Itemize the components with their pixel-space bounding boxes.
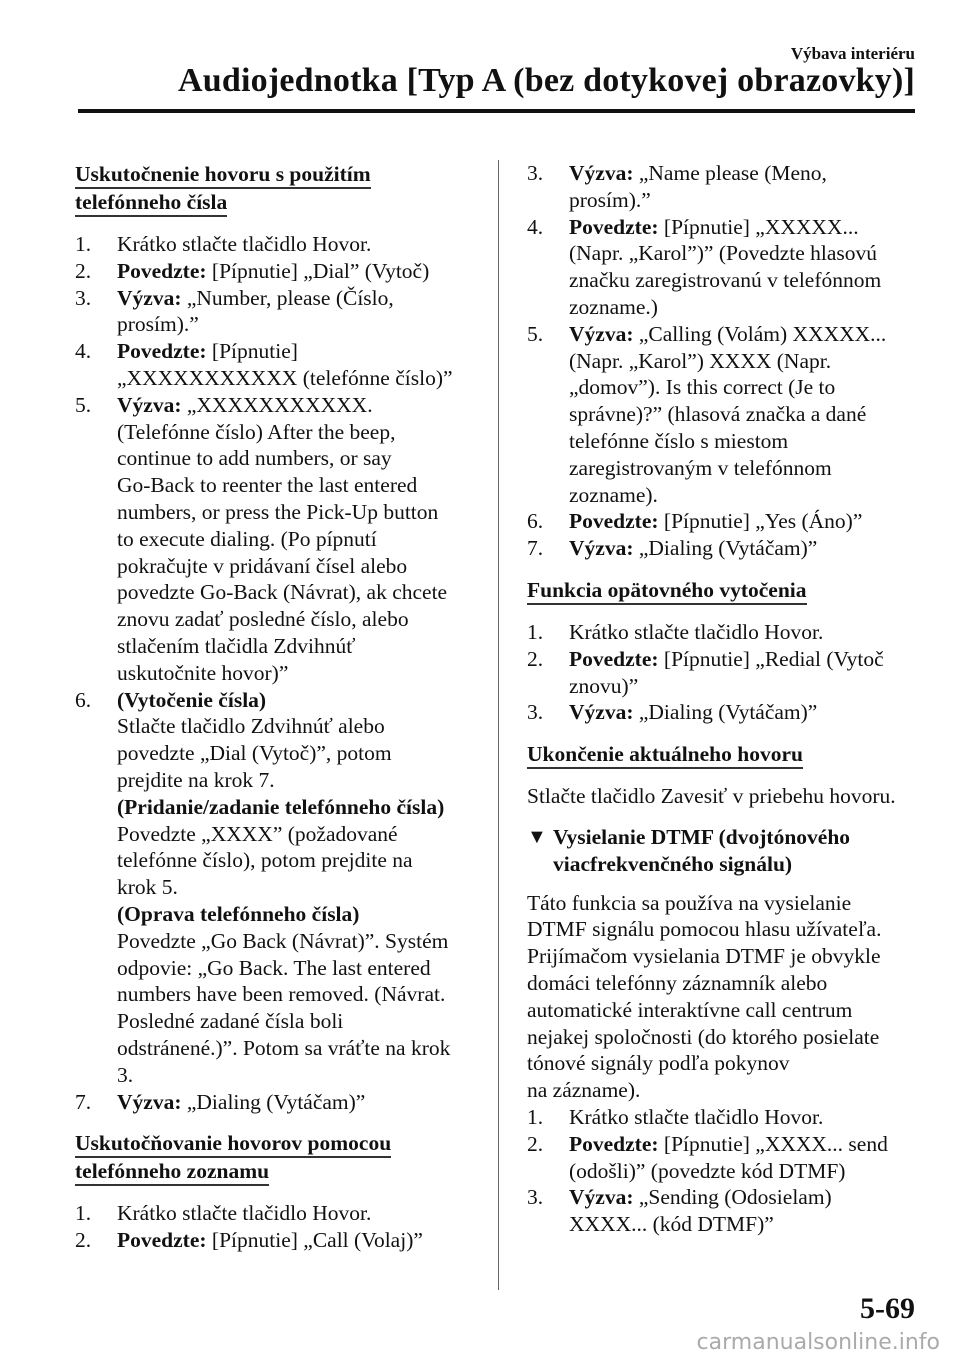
step-line: znovu)” xyxy=(569,673,639,698)
step-text xyxy=(569,160,922,214)
header-section: Výbava interiéru xyxy=(790,44,915,63)
step-text xyxy=(117,1200,475,1227)
list-item xyxy=(527,1131,922,1185)
step-line: Povedzte: [Pípnutie] „Call (Volaj)” xyxy=(117,1228,423,1253)
section-heading xyxy=(527,740,922,768)
triangle-icon: ▼ xyxy=(527,825,547,848)
step-line: „domov”). Is this correct (Je to xyxy=(569,375,836,400)
step-line: Výzva: „Dialing (Vytáčam)” xyxy=(117,1089,366,1114)
step-line: Výzva: „Calling (Volám) XXXXX... xyxy=(569,321,887,346)
step-subheading: (Oprava telefónneho čísla) xyxy=(117,901,360,926)
step-line: 3. xyxy=(117,1062,134,1087)
step-line: (Telefónne číslo) After the beep, xyxy=(117,419,396,444)
step-line: Go-Back to reenter the last entered xyxy=(117,473,418,498)
step-text xyxy=(569,699,922,726)
step-text xyxy=(569,214,922,321)
spacer xyxy=(527,562,922,576)
step-line: stlačením tlačidla Zdvihnúť xyxy=(117,633,356,658)
step-label: Povedzte: xyxy=(117,339,207,364)
step-number: 2. xyxy=(527,1131,544,1156)
step-line: zozname). xyxy=(569,482,658,507)
header-rule xyxy=(78,109,915,113)
heading-line: Vysielanie DTMF (dvojtónového xyxy=(553,824,851,849)
step-line: Povedzte: [Pípnutie] „Yes (Áno)” xyxy=(569,509,863,534)
step-line: zaregistrovaným v telefónnom xyxy=(569,455,832,480)
step-line: Výzva: „Sending (Odosielam) xyxy=(569,1185,832,1210)
step-line: prosím).” xyxy=(569,187,651,212)
step-line: Krátko stlačte tlačidlo Hovor. xyxy=(117,1201,372,1226)
spacer xyxy=(75,1115,475,1129)
list-item xyxy=(75,1227,475,1254)
step-text xyxy=(569,1131,922,1185)
section-heading-text: Uskutočňovanie hovorov pomocou telefónneho zoznamu xyxy=(75,1131,391,1186)
step-line: (Napr. „Karol”)” (Povedzte hlasovú xyxy=(569,241,878,266)
list-item xyxy=(527,699,922,726)
step-number: 3. xyxy=(527,1185,544,1210)
paragraph-line: domáci telefónny záznamník alebo xyxy=(527,970,828,995)
step-subheading: (Vytočenie čísla) xyxy=(117,687,267,712)
step-number: 4. xyxy=(527,214,544,239)
step-line: Povedzte „XXXX” (požadované xyxy=(117,821,398,846)
step-line: Výzva: „Dialing (Vytáčam)” xyxy=(569,700,818,725)
step-number: 1. xyxy=(75,232,92,256)
list-item xyxy=(527,1104,922,1131)
paragraph-line: Prijímačom vysielania DTMF je obvykle xyxy=(527,944,881,969)
step-line: Krátko stlačte tlačidlo Hovor. xyxy=(569,1104,824,1129)
section-heading xyxy=(75,160,475,216)
step-number: 4. xyxy=(75,339,92,364)
step-line: Stlačte tlačidlo Zdvihnúť alebo xyxy=(117,714,385,739)
list-item xyxy=(527,214,922,321)
step-line: značku zaregistrovanú v telefónnom xyxy=(569,268,882,293)
step-label: Povedzte: xyxy=(569,509,659,534)
paragraph-line: DTMF signálu pomocou hlasu užívateľa. xyxy=(527,917,882,942)
step-label: Výzva: xyxy=(569,700,634,725)
step-number: 3. xyxy=(527,700,544,725)
step-label: Výzva: xyxy=(569,1185,634,1210)
step-label: Výzva: xyxy=(117,392,182,417)
page-title: Audiojednotka [Typ A (bez dotykovej obrazovky)] xyxy=(178,62,915,99)
list-item xyxy=(75,258,475,285)
list-item xyxy=(527,160,922,214)
step-line: znovu zadať posledné číslo, alebo xyxy=(117,607,409,632)
list-item xyxy=(75,285,475,339)
step-line: Výzva: „XXXXXXXXXXX. xyxy=(117,392,373,417)
step-line: telefónne číslo s miestom xyxy=(569,428,789,453)
section-heading-text: Uskutočnenie hovoru s použitím telefónneho čísla xyxy=(75,162,371,217)
step-line: Výzva: „Dialing (Vytáčam)” xyxy=(569,536,818,561)
step-line: odpovie: „Go Back. The last entered xyxy=(117,955,431,980)
section-heading-text: Ukončenie aktuálneho hovoru xyxy=(527,742,803,769)
step-number: 5. xyxy=(527,321,544,346)
step-number: 2. xyxy=(75,258,92,283)
list-item xyxy=(75,338,475,392)
step-line: (Napr. „Karol”) XXXX (Napr. xyxy=(569,348,832,373)
step-line: krok 5. xyxy=(117,875,178,900)
step-line: povedzte „Dial (Vytoč)”, potom xyxy=(117,741,392,766)
step-line: prejdite na krok 7. xyxy=(117,767,275,792)
step-label: Výzva: xyxy=(117,285,182,310)
step-number: 7. xyxy=(527,536,544,561)
step-line: povedzte Go-Back (Návrat), ak chcete xyxy=(117,580,448,605)
step-text xyxy=(569,619,922,646)
list-item xyxy=(75,231,475,258)
step-line: správne)?” (hlasová značka a dané xyxy=(569,402,867,427)
step-line: „XXXXXXXXXXX (telefónne číslo)” xyxy=(117,365,453,390)
paragraph-line: na zázname). xyxy=(527,1078,641,1103)
step-number: 3. xyxy=(75,285,92,310)
right-column xyxy=(527,160,922,1238)
list-item xyxy=(527,619,922,646)
step-label: Povedzte: xyxy=(117,258,207,283)
step-text xyxy=(569,321,922,509)
step-line: Krátko stlačte tlačidlo Hovor. xyxy=(569,619,824,644)
step-text xyxy=(569,508,922,535)
list-item xyxy=(75,392,475,687)
step-text xyxy=(117,1227,475,1254)
step-number: 6. xyxy=(527,509,544,534)
step-text xyxy=(117,687,475,1089)
step-line: prosím).” xyxy=(117,312,199,337)
step-text xyxy=(117,258,475,285)
step-line: Výzva: „Name please (Meno, xyxy=(569,161,827,185)
step-number: 5. xyxy=(75,392,92,417)
step-number: 1. xyxy=(527,1104,544,1129)
step-line: to execute dialing. (Po pípnutí xyxy=(117,526,377,551)
step-line: numbers, or press the Pick-Up button xyxy=(117,499,439,524)
paragraph-line: nejakej spoločnosti (do ktorého posielate xyxy=(527,1024,880,1049)
step-line: pokračujte v pridávaní čísel alebo xyxy=(117,553,408,578)
step-text xyxy=(569,646,922,700)
step-label: Povedzte: xyxy=(569,1131,659,1156)
step-line: telefónne číslo), potom prejdite na xyxy=(117,848,413,873)
step-line: Krátko stlačte tlačidlo Hovor. xyxy=(117,232,372,256)
step-line: Posledné zadané čísla boli xyxy=(117,1009,344,1034)
step-line: Povedzte: [Pípnutie] „XXXX... send xyxy=(569,1131,888,1156)
subsection-heading-text xyxy=(553,824,850,878)
step-text xyxy=(117,1089,475,1116)
section-heading xyxy=(527,576,922,604)
list-item xyxy=(75,1200,475,1227)
step-text xyxy=(117,338,475,392)
section-heading xyxy=(75,1129,475,1185)
step-line: XXXX... (kód DTMF)” xyxy=(569,1212,774,1237)
paragraph xyxy=(527,890,922,1104)
step-line: Výzva: „Number, please (Číslo, xyxy=(117,285,394,310)
step-label: Výzva: xyxy=(569,536,634,561)
step-label: Povedzte: xyxy=(569,646,659,671)
step-number: 1. xyxy=(75,1201,92,1226)
paragraph-line: automatické interaktívne call centrum xyxy=(527,997,853,1022)
step-text xyxy=(117,231,475,258)
step-text xyxy=(117,285,475,339)
step-label: Povedzte: xyxy=(569,214,659,239)
step-subheading: (Pridanie/zadanie telefónneho čísla) xyxy=(117,794,445,819)
step-line: Povedzte: [Pípnutie] „Dial” (Vytoč) xyxy=(117,258,430,283)
step-label: Povedzte: xyxy=(117,1228,207,1253)
list-item xyxy=(527,321,922,509)
column-divider xyxy=(498,160,499,1290)
step-label: Výzva: xyxy=(117,1089,182,1114)
step-text xyxy=(569,535,922,562)
step-line: zozname.) xyxy=(569,294,658,319)
step-label: Výzva: xyxy=(569,161,634,185)
step-line: Povedzte „Go Back (Návrat)”. Systém xyxy=(117,928,449,953)
step-line: Povedzte: [Pípnutie] „Redial (Vytoč xyxy=(569,646,884,671)
step-number: 6. xyxy=(75,687,92,712)
step-line: continue to add numbers, or say xyxy=(117,446,392,471)
list-item xyxy=(527,1184,922,1238)
step-line: (odošli)” (povedzte kód DTMF) xyxy=(569,1158,846,1183)
subsection-heading xyxy=(527,824,922,878)
step-line: odstránené.)”. Potom sa vráťte na krok xyxy=(117,1035,451,1060)
step-line: Povedzte: [Pípnutie] xyxy=(117,339,298,364)
spacer xyxy=(527,726,922,740)
paragraph: Stlačte tlačidlo Zavesiť v priebehu hovoru. xyxy=(527,784,896,809)
step-text xyxy=(569,1184,922,1238)
list-item xyxy=(527,646,922,700)
step-text xyxy=(569,1104,922,1131)
step-number: 2. xyxy=(75,1228,92,1253)
heading-line: viacfrekvenčného signálu) xyxy=(553,851,793,876)
step-line: Povedzte: [Pípnutie] „XXXXX... xyxy=(569,214,859,239)
list-item xyxy=(75,687,475,1089)
paragraph-line: tónové signály podľa pokynov xyxy=(527,1051,790,1076)
paragraph-line: Táto funkcia sa používa na vysielanie xyxy=(527,890,852,915)
list-item xyxy=(527,535,922,562)
step-number: 1. xyxy=(527,619,544,644)
step-line: uskutočnite hovor)” xyxy=(117,660,289,685)
step-text xyxy=(117,392,475,687)
step-number: 7. xyxy=(75,1089,92,1114)
left-column xyxy=(75,160,475,1254)
step-number: 2. xyxy=(527,646,544,671)
page-number: 5-69 xyxy=(860,1292,915,1325)
step-label: Výzva: xyxy=(569,321,634,346)
step-number: 3. xyxy=(527,161,544,185)
list-item xyxy=(75,1089,475,1116)
section-heading-text: Funkcia opätovného vytočenia xyxy=(527,578,807,605)
watermark: carmanualsonline.info xyxy=(696,1330,940,1355)
list-item xyxy=(527,508,922,535)
step-line: numbers have been removed. (Návrat. xyxy=(117,982,446,1007)
